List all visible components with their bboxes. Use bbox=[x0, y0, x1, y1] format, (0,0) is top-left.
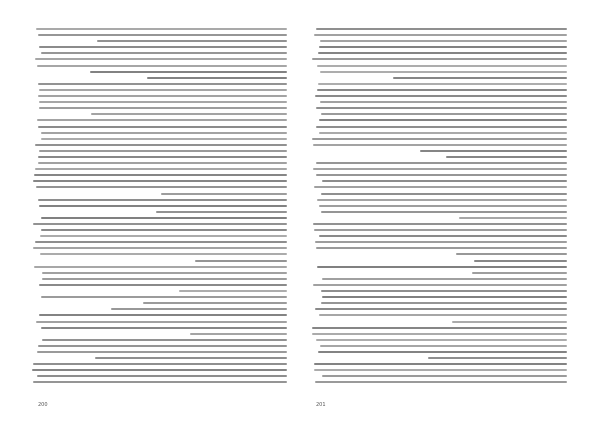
text-line bbox=[97, 40, 287, 42]
text-line bbox=[38, 83, 287, 85]
text-line bbox=[316, 174, 567, 176]
text-line bbox=[38, 199, 287, 201]
text-line bbox=[317, 89, 567, 91]
text-line bbox=[314, 369, 567, 371]
text-line bbox=[315, 241, 567, 243]
text-line bbox=[38, 126, 287, 128]
text-line bbox=[315, 381, 567, 383]
text-line bbox=[459, 217, 567, 219]
text-line bbox=[41, 217, 287, 219]
text-line bbox=[316, 28, 567, 30]
text-line bbox=[317, 199, 567, 201]
text-line bbox=[190, 333, 287, 335]
text-line bbox=[321, 302, 567, 304]
text-line bbox=[32, 369, 287, 371]
text-line bbox=[40, 253, 287, 255]
text-line bbox=[312, 138, 567, 140]
text-line bbox=[39, 284, 287, 286]
text-line bbox=[472, 272, 567, 274]
right-page-number: 201 bbox=[316, 402, 326, 408]
text-line bbox=[314, 34, 567, 36]
text-line bbox=[35, 58, 287, 60]
text-line bbox=[42, 278, 287, 280]
text-line bbox=[313, 223, 567, 225]
text-line bbox=[393, 77, 567, 79]
text-line bbox=[39, 107, 287, 109]
text-line bbox=[179, 290, 287, 292]
text-line bbox=[111, 308, 287, 310]
text-line bbox=[320, 345, 567, 347]
text-line bbox=[41, 327, 287, 329]
text-line bbox=[95, 357, 287, 359]
text-line bbox=[446, 156, 567, 158]
text-line bbox=[33, 180, 287, 182]
text-line bbox=[37, 375, 287, 377]
text-line bbox=[420, 150, 567, 152]
text-line bbox=[41, 132, 287, 134]
text-line bbox=[317, 65, 567, 67]
text-line bbox=[39, 150, 287, 152]
text-line bbox=[41, 52, 287, 54]
text-line bbox=[316, 339, 567, 341]
left-page-number: 200 bbox=[38, 402, 48, 408]
text-line bbox=[41, 138, 287, 140]
text-line bbox=[35, 168, 287, 170]
text-line bbox=[34, 266, 287, 268]
text-line bbox=[316, 126, 567, 128]
text-line bbox=[42, 339, 287, 341]
text-line bbox=[90, 71, 287, 73]
text-line bbox=[143, 302, 287, 304]
text-line bbox=[319, 235, 567, 237]
text-line bbox=[319, 132, 567, 134]
text-line bbox=[39, 46, 287, 48]
text-line bbox=[38, 95, 287, 97]
text-line bbox=[33, 381, 287, 383]
text-line bbox=[35, 241, 287, 243]
left-page-text-block bbox=[32, 28, 287, 388]
text-line bbox=[314, 229, 567, 231]
text-line bbox=[161, 193, 287, 195]
text-line bbox=[42, 272, 287, 274]
text-line bbox=[319, 119, 567, 121]
text-line bbox=[321, 290, 567, 292]
text-line bbox=[33, 223, 287, 225]
text-line bbox=[39, 205, 287, 207]
text-line bbox=[318, 52, 567, 54]
text-line bbox=[195, 260, 287, 262]
text-line bbox=[322, 278, 567, 280]
text-line bbox=[316, 107, 567, 109]
text-line bbox=[34, 174, 287, 176]
text-line bbox=[321, 211, 567, 213]
text-line bbox=[41, 296, 287, 298]
text-line bbox=[315, 308, 567, 310]
text-line bbox=[37, 119, 287, 121]
text-line bbox=[322, 296, 567, 298]
text-line bbox=[315, 95, 567, 97]
text-line bbox=[38, 162, 287, 164]
text-line bbox=[320, 101, 567, 103]
text-line bbox=[147, 77, 287, 79]
text-line bbox=[319, 205, 567, 207]
text-line bbox=[474, 260, 567, 262]
text-line bbox=[312, 327, 567, 329]
text-line bbox=[39, 89, 287, 91]
text-line bbox=[41, 229, 287, 231]
text-line bbox=[317, 266, 567, 268]
text-line bbox=[313, 168, 567, 170]
text-line bbox=[156, 211, 287, 213]
right-page-text-block bbox=[312, 28, 567, 388]
text-line bbox=[312, 333, 567, 335]
text-line bbox=[452, 321, 567, 323]
text-line bbox=[318, 351, 567, 353]
text-line bbox=[312, 58, 567, 60]
text-line bbox=[38, 34, 287, 36]
text-line bbox=[321, 193, 567, 195]
text-line bbox=[428, 357, 567, 359]
text-line bbox=[33, 247, 287, 249]
text-line bbox=[91, 113, 287, 115]
text-line bbox=[321, 113, 567, 115]
text-line bbox=[456, 253, 567, 255]
text-line bbox=[36, 321, 287, 323]
text-line bbox=[320, 40, 567, 42]
text-line bbox=[39, 314, 287, 316]
text-line bbox=[33, 363, 287, 365]
text-line bbox=[314, 363, 567, 365]
text-line bbox=[314, 186, 567, 188]
text-line bbox=[313, 144, 567, 146]
text-line bbox=[318, 83, 567, 85]
text-line bbox=[40, 235, 287, 237]
text-line bbox=[37, 65, 287, 67]
text-line bbox=[38, 345, 287, 347]
text-line bbox=[39, 101, 287, 103]
text-line bbox=[37, 351, 287, 353]
text-line bbox=[36, 28, 287, 30]
text-line bbox=[313, 284, 567, 286]
text-line bbox=[319, 314, 567, 316]
text-line bbox=[35, 144, 287, 146]
text-line bbox=[322, 375, 567, 377]
text-line bbox=[316, 247, 567, 249]
text-line bbox=[36, 186, 287, 188]
text-line bbox=[322, 180, 567, 182]
text-line bbox=[319, 46, 567, 48]
text-line bbox=[316, 162, 567, 164]
text-line bbox=[38, 156, 287, 158]
text-line bbox=[320, 71, 567, 73]
